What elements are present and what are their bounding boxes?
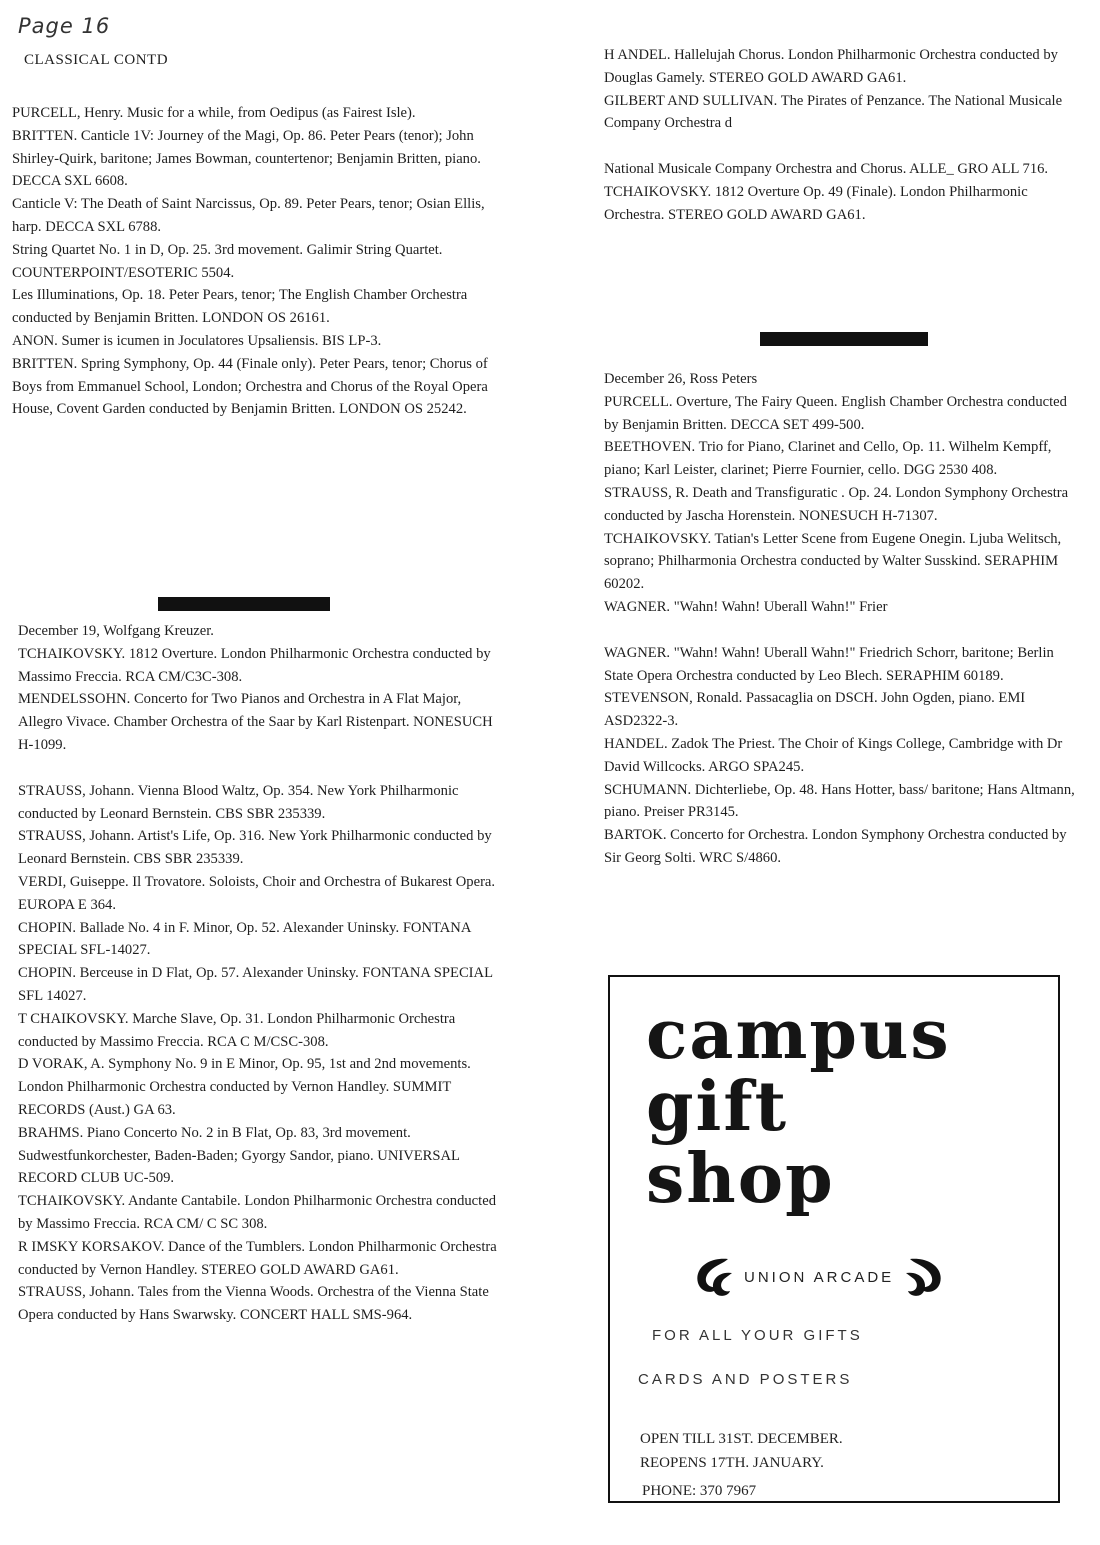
listing-entry: T CHAIKOVSKY. Marche Slave, Op. 31. London Philharmonic Orchestra conducted by Massimo Freccia. RCA C M/CSC-308.: [18, 1010, 456, 1050]
listing-entry: D VORAK, A. Symphony No. 9 in E Minor, Op. 95, 1st and 2nd movements. London Philharmonic Orchestra conducted by Vernon Handley. SUMMIT RECORDS (Aust.) GA 63.: [18, 1056, 471, 1118]
listing-entry: STRAUSS, R. Death and Transfiguratic . Op. 24. London Symphony Orchestra conducted by Jascha Horenstein. NONESUCH H-71307.: [604, 484, 1069, 524]
ad-phone: PHONE: 370 7967: [642, 1483, 757, 1499]
listing-entry: BEETHOVEN. Trio for Piano, Clarinet and Cello, Op. 11. Wilhelm Kempff, piano; Karl Leister, clarinet; Pierre Fournier, cello. DGG 2530 408.: [604, 439, 1052, 479]
ad-opening-hours: OPEN TILL 31ST. DECEMBER.: [640, 1431, 843, 1447]
union-arcade-swirl-icon: [688, 1253, 736, 1301]
listing-entry: PURCELL. Overture, The Fairy Queen. English Chamber Orchestra conducted by Benjamin Britten. DECCA SET 499-500.: [604, 393, 1067, 433]
listing-entry: BRAHMS. Piano Concerto No. 2 in B Flat, Op. 83, 3rd movement. Sudwestfunkorchester, Baden-Baden; Gyorgy Sandor, piano. UNIVERSAL RECORD CLUB UC-509.: [18, 1124, 460, 1187]
listing-entry: STRAUSS, Johann. Artist's Life, Op. 316. New York Philharmonic conducted by Leonard Bernstein. CBS SBR 235339.: [18, 828, 492, 868]
campus-gift-shop-ad: [608, 975, 1060, 1503]
listing-entry: CHOPIN. Berceuse in D Flat, Op. 57. Alexander Uninsky. FONTANA SPECIAL SFL 14027.: [18, 965, 493, 1004]
listing-entry: STEVENSON, Ronald. Passacaglia on DSCH. John Ogden, piano. EMI ASD2322-3.: [604, 690, 1026, 730]
ad-title-line: campus: [646, 995, 951, 1075]
listing-entry: TCHAIKOVSKY. Tatian's Letter Scene from Eugene Onegin. Ljuba Welitsch, soprano; Philharmonia Orchestra conducted by Walter Susskind. SERAPHIM 60202.: [604, 530, 1062, 593]
left-column-top: [12, 102, 492, 421]
listing-entry: December 26, Ross Peters: [604, 371, 758, 387]
right-column-bottom: [604, 368, 1084, 870]
listing-entry: GILBERT AND SULLIVAN. The Pirates of Penzance. The National Musicale Company Orchestra d: [604, 92, 1063, 132]
listing-entry: R IMSKY KORSAKOV. Dance of the Tumblers. London Philharmonic Orchestra conducted by Vernon Handley. STEREO GOLD AWARD GA61.: [18, 1238, 497, 1278]
listing-entry: MENDELSSOHN. Concerto for Two Pianos and Orchestra in A Flat Major, Allegro Vivace. Chamber Orchestra of the Saar by Karl Ristenpart. NONESUCH H-1099.: [18, 691, 493, 753]
listing-entry: BRITTEN. Spring Symphony, Op. 44 (Finale only). Peter Pears, tenor; Chorus of Boys from Emmanuel School, London; Orchestra and Chorus of the Royal Opera House, Covent Garden conducted by Benjamin Britten. LONDON OS 25242.: [12, 355, 488, 418]
listing-entry: ANON. Sumer is icumen in Joculatores Upsaliensis. BIS LP-3.: [12, 332, 382, 349]
listing-entry: Canticle V: The Death of Saint Narcissus, Op. 89. Peter Pears, tenor; Osian Ellis, harp. DECCA SXL 6788.: [12, 196, 485, 235]
listing-entry: String Quartet No. 1 in D, Op. 25. 3rd movement. Galimir String Quartet. COUNTERPOINT/ESOTERIC 5504.: [12, 241, 443, 281]
right-column-top: [604, 44, 1084, 227]
union-arcade-label: UNION ARCADE: [744, 1268, 895, 1286]
listing-entry: PURCELL, Henry. Music for a while, from Oedipus (as Fairest Isle).: [12, 105, 416, 121]
listing-entry: BARTOK. Concerto for Orchestra. London Symphony Orchestra conducted by Sir Georg Solti. WRC S/4860.: [604, 827, 1067, 866]
listing-entry: Les Illuminations, Op. 18. Peter Pears, tenor; The English Chamber Orchestra conducted by Benjamin Britten. LONDON OS 26161.: [12, 287, 468, 327]
listing-entry: H ANDEL. Hallelujah Chorus. London Philharmonic Orchestra conducted by Douglas Gamely. STEREO GOLD AWARD GA61.: [604, 47, 1058, 86]
listing-entry: STRAUSS, Johann. Vienna Blood Waltz, Op. 354. New York Philharmonic conducted by Leonard Bernstein. CBS SBR 235339.: [18, 782, 459, 822]
listing-entry: VERDI, Guiseppe. Il Trovatore. Soloists, Choir and Orchestra of Bukarest Opera. EUROPA E 364.: [18, 873, 496, 913]
left-column-bottom: [18, 620, 504, 1327]
page-number-note: Page 16: [18, 14, 111, 38]
ad-tagline: FOR ALL YOUR GIFTS: [652, 1327, 863, 1344]
ad-reopen-date: REOPENS 17TH. JANUARY.: [640, 1455, 824, 1471]
ad-title: [646, 995, 951, 1219]
listing-entry: BRITTEN. Canticle 1V: Journey of the Magi, Op. 86. Peter Pears (tenor); John Shirley-Quirk, baritone; James Bowman, countertenor; Benjamin Britten, piano. DECCA SXL 6608.: [12, 127, 481, 190]
union-arcade-swirl-icon: [902, 1253, 950, 1301]
listing-entry: SCHUMANN. Dichterliebe, Op. 48. Hans Hotter, bass/ baritone; Hans Altmann, piano. Preiser PR3145.: [604, 781, 1075, 821]
union-arcade-logo: [688, 1253, 950, 1301]
listing-entry: HANDEL. Zadok The Priest. The Choir of Kings College, Cambridge with Dr David Willcocks. ARGO SPA245.: [604, 735, 1063, 775]
listing-entry: CHOPIN. Ballade No. 4 in F. Minor, Op. 52. Alexander Uninsky. FONTANA SPECIAL SFL-14027.: [18, 919, 471, 959]
section-divider: [760, 332, 928, 346]
ad-title-line: shop: [646, 1139, 835, 1219]
ad-title-line: gift: [646, 1067, 789, 1147]
listing-entry: National Musicale Company Orchestra and Chorus. ALLE_ GRO ALL 716.: [604, 161, 1049, 178]
ad-tagline: CARDS AND POSTERS: [638, 1371, 853, 1388]
listing-entry: December 19, Wolfgang Kreuzer.: [18, 623, 214, 639]
section-heading: CLASSICAL CONTD: [24, 52, 169, 68]
listing-entry: TCHAIKOVSKY. 1812 Overture Op. 49 (Finale). London Philharmonic Orchestra. STEREO GOLD AWARD GA61.: [604, 183, 1028, 223]
listing-entry: WAGNER. "Wahn! Wahn! Uberall Wahn!" Friedrich Schorr, baritone; Berlin State Opera Orchestra conducted by Leo Blech. SERAPHIM 60189.: [604, 644, 1054, 684]
listing-entry: TCHAIKOVSKY. Andante Cantabile. London Philharmonic Orchestra conducted by Massimo Freccia. RCA CM/ C SC 308.: [18, 1193, 496, 1232]
listing-entry: TCHAIKOVSKY. 1812 Overture. London Philharmonic Orchestra conducted by Massimo Freccia. RCA CM/C3C-308.: [18, 645, 491, 685]
listing-entry: STRAUSS, Johann. Tales from the Vienna Woods. Orchestra of the Vienna State Opera conducted by Hans Swarwsky. CONCERT HALL SMS-964.: [18, 1284, 489, 1324]
listing-entry: WAGNER. "Wahn! Wahn! Uberall Wahn!" Frier: [604, 598, 888, 615]
section-divider: [158, 597, 330, 611]
